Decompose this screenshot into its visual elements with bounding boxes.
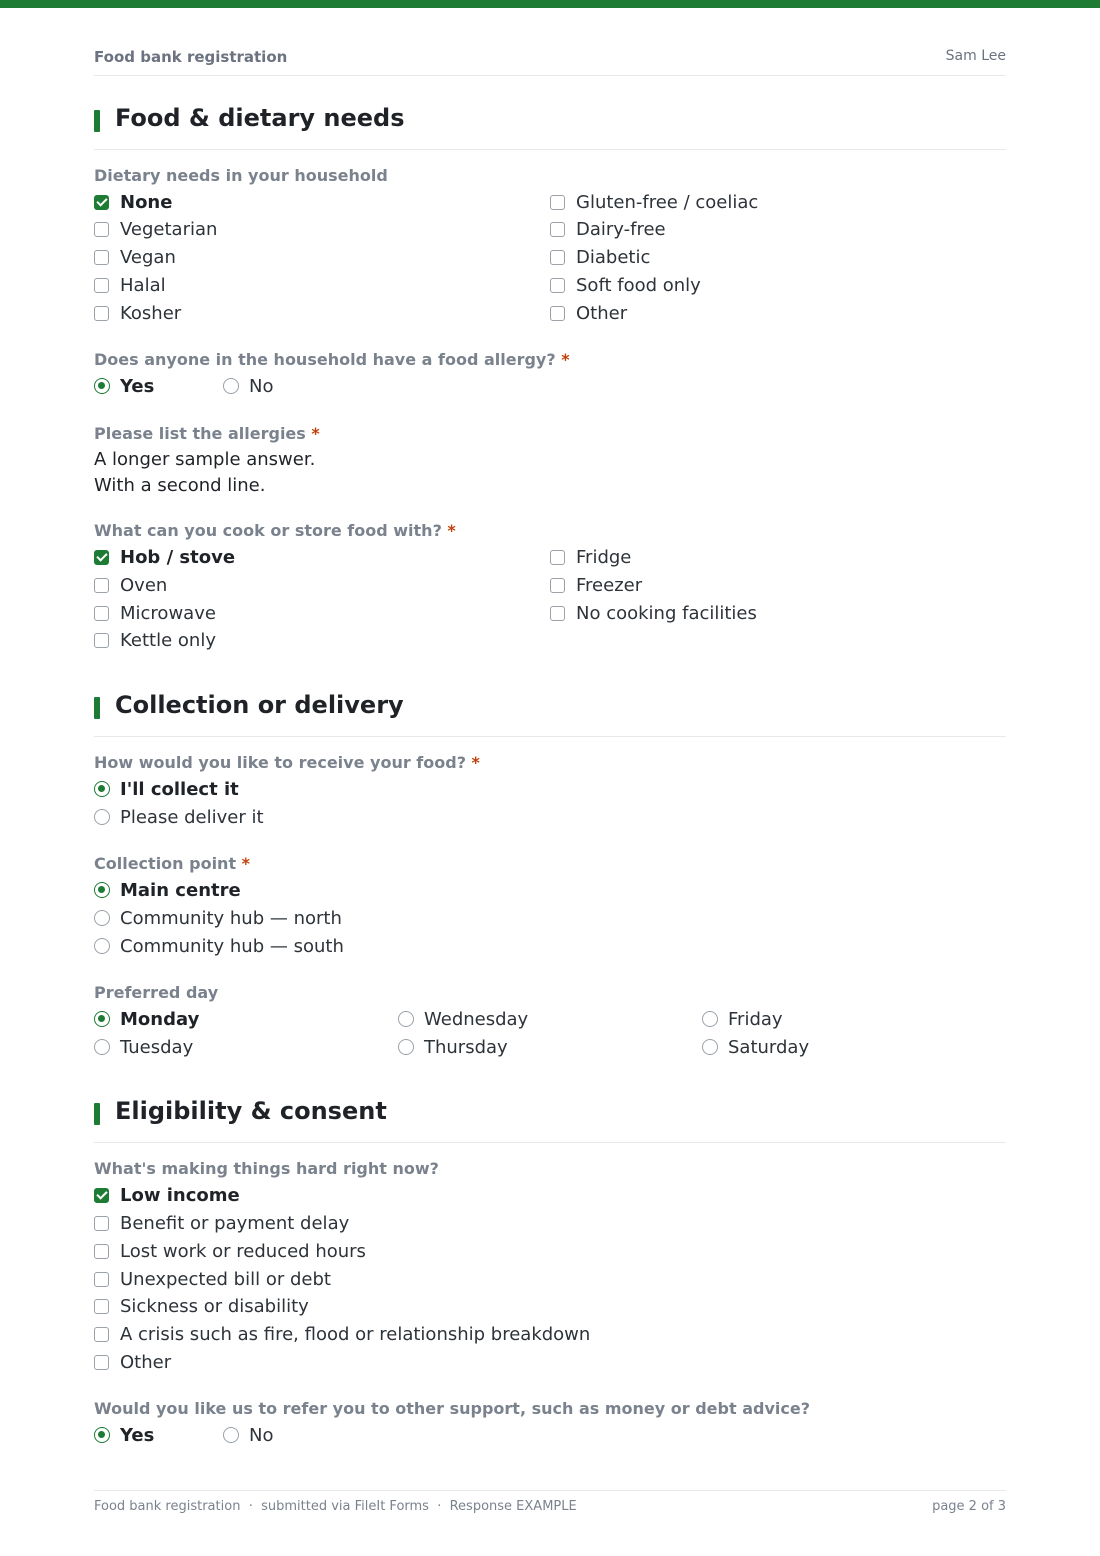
page-footer [94,1490,1006,1520]
section-marker [94,110,100,132]
day-option-wednesday[interactable]: Wednesday [398,1007,528,1031]
allergy-option-no[interactable]: No [223,374,273,398]
radio-icon[interactable] [702,1011,718,1027]
radio-icon[interactable] [223,378,239,394]
checkbox-icon[interactable] [94,250,109,265]
checkbox-icon[interactable] [550,278,565,293]
allergy-list-answer [94,447,315,499]
checkbox-icon[interactable] [94,1272,109,1287]
preferred-day-label: Preferred day [94,983,219,1002]
page-number: page 2 of 3 [932,1499,1006,1514]
footer-info: Food bank registration · submitted via FileIt Forms · Response EXAMPLE [94,1499,577,1514]
radio-icon[interactable] [94,910,110,926]
radio-icon[interactable] [398,1011,414,1027]
answer-line: With a second line. [94,475,266,496]
referral-label: Would you like us to refer you to other support, such as money or debt advice? [94,1399,810,1418]
collection-point-label: Collection point * [94,854,251,873]
cooking-label: What can you cook or store food with? * [94,521,456,540]
top-accent-bar [0,0,1100,8]
checkbox-icon[interactable] [94,578,109,593]
day-option-saturday[interactable]: Saturday [702,1035,809,1059]
radio-icon[interactable] [223,1427,239,1443]
day-option-tuesday[interactable]: Tuesday [94,1035,193,1059]
checkbox-icon[interactable] [94,633,109,648]
dietary-option-diabetic[interactable]: Diabetic [550,245,650,269]
dietary-option-gluten-free[interactable]: Gluten-free / coeliac [550,190,758,214]
radio-icon[interactable] [398,1039,414,1055]
section-marker [94,697,100,719]
hardship-option-lost-work[interactable]: Lost work or reduced hours [94,1239,366,1263]
hardship-option-unexpected-bill[interactable]: Unexpected bill or debt [94,1267,331,1291]
section-marker [94,1103,100,1125]
required-marker: * [471,753,480,772]
checkbox-icon[interactable] [94,1355,109,1370]
checkbox-icon[interactable] [550,550,565,565]
cooking-option-freezer[interactable]: Freezer [550,573,642,597]
dietary-option-none[interactable]: None [94,190,172,214]
cooking-option-kettle[interactable]: Kettle only [94,628,216,652]
checkbox-icon[interactable] [550,306,565,321]
cooking-option-microwave[interactable]: Microwave [94,601,216,625]
radio-selected-icon[interactable] [94,882,110,898]
user-name: Sam Lee [945,48,1006,64]
checkbox-icon[interactable] [94,1299,109,1314]
answer-line: A longer sample answer. [94,449,316,470]
checkbox-icon[interactable] [94,278,109,293]
receive-label: How would you like to receive your food? * [94,753,480,772]
cooking-option-none[interactable]: No cooking facilities [550,601,757,625]
checkbox-icon[interactable] [94,306,109,321]
allergy-label: Does anyone in the household have a food allergy? * [94,350,570,369]
dietary-option-kosher[interactable]: Kosher [94,301,181,325]
radio-icon[interactable] [94,809,110,825]
dietary-label: Dietary needs in your household [94,166,388,185]
checkbox-checked-icon[interactable] [94,195,109,210]
dietary-option-vegan[interactable]: Vegan [94,245,176,269]
day-option-monday[interactable]: Monday [94,1007,199,1031]
hardship-option-other[interactable]: Other [94,1350,171,1374]
collection-option-north[interactable]: Community hub — north [94,906,342,930]
checkbox-icon[interactable] [550,250,565,265]
checkbox-icon[interactable] [94,1216,109,1231]
radio-icon[interactable] [94,1039,110,1055]
dietary-option-dairy-free[interactable]: Dairy-free [550,217,666,241]
hardship-option-crisis[interactable]: A crisis such as fire, flood or relationship breakdown [94,1322,590,1346]
radio-selected-icon[interactable] [94,781,110,797]
section-title: Food & dietary needs [115,104,405,132]
referral-option-yes[interactable]: Yes [94,1423,154,1447]
dietary-option-vegetarian[interactable]: Vegetarian [94,217,217,241]
checkbox-icon[interactable] [550,578,565,593]
radio-icon[interactable] [702,1039,718,1055]
page-header [94,48,1006,76]
receive-option-deliver[interactable]: Please deliver it [94,805,264,829]
required-marker: * [561,350,570,369]
dietary-option-other[interactable]: Other [550,301,627,325]
dietary-option-soft-food[interactable]: Soft food only [550,273,701,297]
checkbox-icon[interactable] [94,606,109,621]
day-option-thursday[interactable]: Thursday [398,1035,508,1059]
required-marker: * [447,521,456,540]
form-name: Food bank registration [94,48,288,66]
day-option-friday[interactable]: Friday [702,1007,783,1031]
section-collection-delivery [94,691,1006,737]
required-marker: * [311,424,320,443]
checkbox-icon[interactable] [94,1244,109,1259]
dietary-option-halal[interactable]: Halal [94,273,166,297]
section-eligibility-consent [94,1097,1006,1143]
referral-option-no[interactable]: No [223,1423,273,1447]
radio-selected-icon[interactable] [94,1427,110,1443]
cooking-option-oven[interactable]: Oven [94,573,167,597]
checkbox-icon[interactable] [550,606,565,621]
checkbox-icon[interactable] [550,222,565,237]
section-title: Collection or delivery [115,691,404,719]
checkbox-checked-icon[interactable] [94,1188,109,1203]
checkbox-icon[interactable] [94,1327,109,1342]
radio-icon[interactable] [94,938,110,954]
allergy-list-label: Please list the allergies * [94,424,320,443]
hardship-label: What's making things hard right now? [94,1159,439,1178]
cooking-option-fridge[interactable]: Fridge [550,545,631,569]
section-title: Eligibility & consent [115,1097,387,1125]
checkbox-icon[interactable] [550,195,565,210]
section-food-dietary [94,104,1006,150]
allergy-option-yes[interactable]: Yes [94,374,154,398]
hardship-option-benefit-delay[interactable]: Benefit or payment delay [94,1211,349,1235]
collection-option-main[interactable]: Main centre [94,878,241,902]
radio-selected-icon[interactable] [94,378,110,394]
hardship-option-low-income[interactable]: Low income [94,1183,240,1207]
checkbox-checked-icon[interactable] [94,550,109,565]
receive-option-collect[interactable]: I'll collect it [94,777,239,801]
cooking-option-hob[interactable]: Hob / stove [94,545,235,569]
required-marker: * [241,854,251,873]
hardship-option-sickness[interactable]: Sickness or disability [94,1294,309,1318]
collection-option-south[interactable]: Community hub — south [94,934,344,958]
checkbox-icon[interactable] [94,222,109,237]
radio-selected-icon[interactable] [94,1011,110,1027]
